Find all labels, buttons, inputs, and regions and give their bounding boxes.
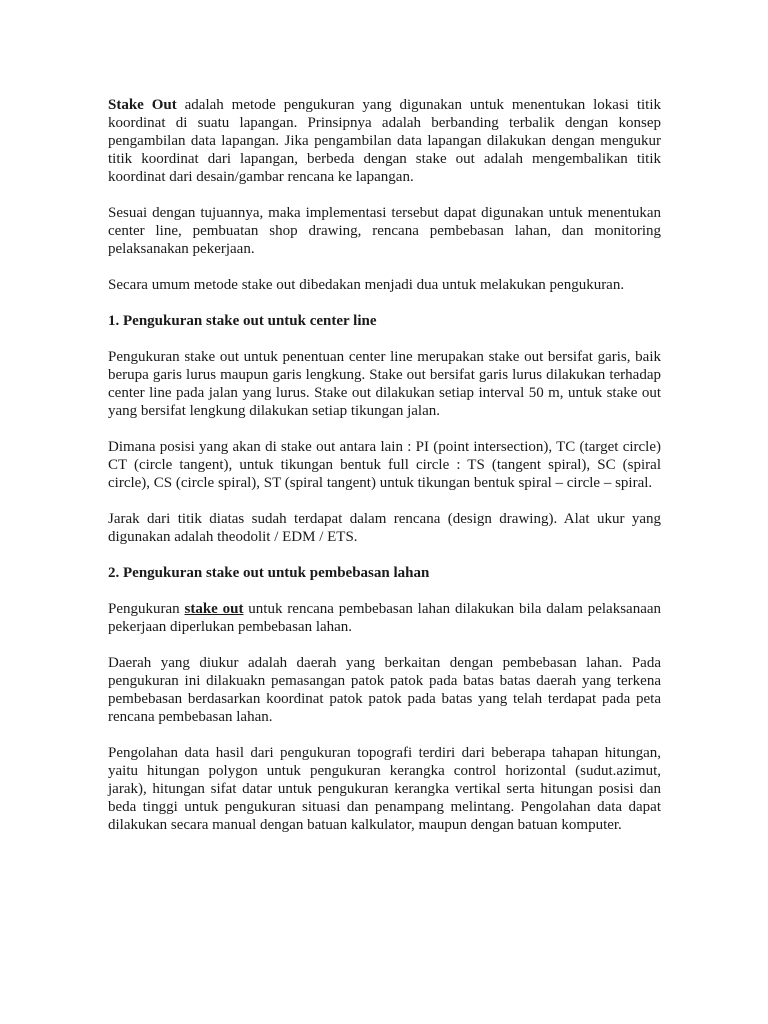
document-page bbox=[108, 96, 661, 852]
intro-text: adalah metode pengukuran yang digunakan untuk menentukan lokasi titik koordinat di suatu lapangan. Prinsipnya adalah berbanding terbalik dengan konsep pengambilan data lapangan. Jika pengambilan data lapangan dilakukan dengan mengukur titik koordinat dari lapangan, berbeda dengan stake out adalah mengembalikan titik koordinat dari desain/gambar rencana ke lapangan. bbox=[108, 97, 662, 185]
intro-term: Stake Out bbox=[108, 97, 177, 113]
section2-heading: 2. Pengukuran stake out untuk pembebasan lahan bbox=[108, 565, 430, 581]
section2-paragraph-1 bbox=[108, 600, 661, 636]
implementation-paragraph: Sesuai dengan tujuannya, maka implementasi tersebut dapat digunakan untuk menentukan center line, pembuatan shop drawing, rencana pembebasan lahan, dan monitoring pelaksanakan pekerjaan. bbox=[108, 205, 661, 257]
section2-para1-after: untuk rencana pembebasan lahan dilakukan bila dalam pelaksanaan pekerjaan diperlukan pembebasan lahan. bbox=[108, 601, 662, 635]
section1-paragraph-3: Jarak dari titik diatas sudah terdapat dalam rencana (design drawing). Alat ukur yang digunakan adalah theodolit / EDM / ETS. bbox=[108, 511, 661, 545]
stake-out-link[interactable]: stake out bbox=[184, 601, 244, 617]
section1-paragraph-2: Dimana posisi yang akan di stake out antara lain : PI (point intersection), TC (target circle) CT (circle tangent), untuk tikungan bentuk full circle : TS (tangent spiral), SC (spiral circle), CS (circle spiral), ST (spiral tangent) untuk tikungan bentuk spiral – circle – spiral. bbox=[108, 439, 661, 491]
general-paragraph: Secara umum metode stake out dibedakan menjadi dua untuk melakukan pengukuran. bbox=[108, 277, 625, 293]
section2-paragraph-3: Pengolahan data hasil dari pengukuran topografi terdiri dari beberapa tahapan hitungan, yaitu hitungan polygon untuk pengukuran kerangka control horizontal (sudut.azimut, jarak), hitungan sifat datar untuk pengukuran kerangka vertikal serta hitungan posisi dan beda tinggi untuk pengukuran situasi dan penampang melintang. Pengolahan data dapat dilakukan secara manual dengan batuan kalkulator, maupun dengan batuan komputer. bbox=[108, 745, 661, 833]
section2-paragraph-2: Daerah yang diukur adalah daerah yang berkaitan dengan pembebasan lahan. Pada pengukuran ini dilakuakn pemasangan patok patok pada batas batas daerah yang terkena pembebasan berdasarkan koordinat patok patok pada batas yang telah terdapat pada peta rencana pembebasan lahan. bbox=[108, 655, 661, 725]
section1-heading: 1. Pengukuran stake out untuk center line bbox=[108, 313, 377, 329]
section1-paragraph-1: Pengukuran stake out untuk penentuan center line merupakan stake out bersifat garis, baik berupa garis lurus maupun garis lengkung. Stake out bersifat garis lurus dilakukan terhadap center line pada jalan yang lurus. Stake out dilakukan setiap interval 50 m, untuk stake out yang bersifat lengkung dilakukan setiap tikungan jalan. bbox=[108, 349, 661, 419]
intro-paragraph bbox=[108, 96, 661, 186]
section2-para1-before: Pengukuran bbox=[108, 601, 185, 617]
